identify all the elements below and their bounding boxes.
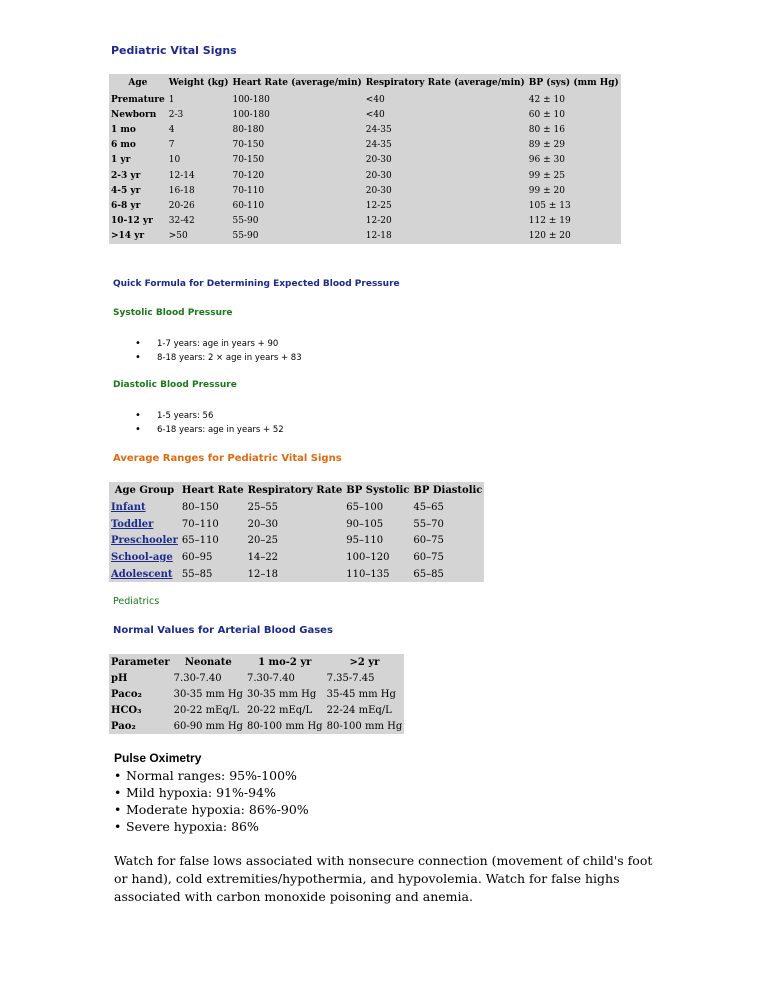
table-cell: 20-30 bbox=[365, 170, 392, 181]
table-cell: 80-100 mm Hg bbox=[246, 720, 323, 732]
table-cell: 7.30-7.40 bbox=[246, 672, 295, 684]
table-cell: 24-35 bbox=[365, 124, 392, 135]
table-cell: 90–105 bbox=[346, 518, 384, 530]
table-cell: 100-180 bbox=[232, 94, 270, 105]
list-item: • Severe hypoxia: 86% bbox=[114, 818, 309, 835]
column-header: Age bbox=[128, 78, 148, 88]
column-header: Age Group bbox=[114, 485, 175, 496]
table-header-row bbox=[109, 482, 484, 499]
table-cell: 70-150 bbox=[232, 155, 265, 166]
table-cell: 65–100 bbox=[346, 501, 384, 513]
vital-signs-title: Pediatric Vital Signs bbox=[111, 44, 237, 57]
table-row bbox=[109, 516, 484, 533]
table-row bbox=[109, 532, 484, 549]
table-cell: 60–95 bbox=[181, 551, 213, 563]
table-row bbox=[109, 107, 621, 122]
row-label: Pao₂ bbox=[111, 720, 136, 732]
table-row bbox=[109, 702, 404, 718]
table-cell: 4 bbox=[168, 124, 175, 135]
list-item: • 6-18 years: age in years + 52 bbox=[135, 423, 284, 437]
column-header: Respiratory Rate bbox=[247, 485, 343, 496]
list-item: • Mild hypoxia: 91%-94% bbox=[114, 784, 309, 801]
table-row bbox=[109, 686, 404, 702]
table-cell: 25–55 bbox=[247, 501, 279, 513]
table-cell: 12-20 bbox=[365, 216, 392, 227]
row-label: 4-5 yr bbox=[111, 185, 141, 196]
table-cell: 20-22 mEq/L bbox=[246, 704, 313, 716]
column-header: BP (sys) (mm Hg) bbox=[528, 78, 619, 88]
table-cell: 96 ± 30 bbox=[528, 155, 565, 166]
table-cell: 20–30 bbox=[247, 518, 279, 530]
table-cell: 65–85 bbox=[413, 568, 444, 580]
list-item: • 8-18 years: 2 × age in years + 83 bbox=[135, 351, 302, 365]
column-header: Parameter bbox=[111, 656, 170, 668]
table-cell: 70–110 bbox=[181, 518, 219, 530]
table-cell: 30-35 mm Hg bbox=[246, 688, 317, 700]
table-cell: 20-26 bbox=[168, 200, 195, 211]
table-cell: 65–110 bbox=[181, 535, 219, 547]
pulse-oximetry-paragraph: Watch for false lows associated with nonsecure connection (movement of child's foot or hand), cold extremities/hypothermia, and hypovolemia. Watch for false highs associated with carbon monoxide poisoning and anemia. bbox=[114, 853, 653, 904]
table-cell: <40 bbox=[365, 94, 385, 105]
table-cell: 20-30 bbox=[365, 155, 392, 166]
table-cell: 24-35 bbox=[365, 140, 392, 151]
row-label: 1 yr bbox=[111, 155, 131, 166]
table-row bbox=[109, 183, 621, 198]
table-cell: 30-35 mm Hg bbox=[173, 688, 243, 700]
list-item: • Moderate hypoxia: 86%-90% bbox=[114, 801, 309, 818]
average-ranges-title: Average Ranges for Pediatric Vital Signs bbox=[113, 453, 342, 464]
column-header: BP Systolic bbox=[346, 485, 410, 496]
table-cell: 42 ± 10 bbox=[528, 94, 565, 105]
row-label: Paco₂ bbox=[111, 688, 142, 700]
table-cell: 80-180 bbox=[232, 124, 265, 135]
table-cell: 70-150 bbox=[232, 140, 265, 151]
table-cell: 20-22 mEq/L bbox=[173, 704, 239, 716]
table-cell: 80–150 bbox=[181, 501, 219, 513]
table-cell: 55-90 bbox=[232, 231, 259, 242]
pulse-oximetry-title: Pulse Oximetry bbox=[114, 751, 202, 765]
table-cell: 99 ± 20 bbox=[528, 185, 565, 196]
table-cell: 105 ± 13 bbox=[528, 200, 571, 211]
table-cell: 120 ± 20 bbox=[528, 231, 571, 242]
table-cell: 55–70 bbox=[413, 518, 444, 530]
diastolic-list bbox=[135, 409, 284, 437]
row-label: Adolescent bbox=[111, 568, 173, 580]
vital-signs-table bbox=[109, 74, 621, 244]
table-row bbox=[109, 566, 484, 583]
table-cell: 7 bbox=[168, 140, 175, 151]
table-row bbox=[109, 229, 621, 244]
table-cell: 110–135 bbox=[346, 568, 390, 580]
table-cell: 7.35-7.45 bbox=[326, 672, 375, 684]
table-cell: 12-25 bbox=[365, 200, 392, 211]
diastolic-title: Diastolic Blood Pressure bbox=[113, 380, 237, 390]
table-row bbox=[109, 153, 621, 168]
table-cell: 60 ± 10 bbox=[528, 109, 565, 120]
table-cell: 70-120 bbox=[232, 170, 265, 181]
table-cell: 12-14 bbox=[168, 170, 195, 181]
table-cell: 35-45 mm Hg bbox=[326, 688, 396, 700]
table-row bbox=[109, 138, 621, 153]
row-label: Toddler bbox=[111, 518, 154, 530]
column-header: Neonate bbox=[184, 656, 232, 668]
formula-title: Quick Formula for Determining Expected Blood Pressure bbox=[113, 279, 400, 289]
table-cell: >50 bbox=[168, 231, 188, 242]
average-ranges-table bbox=[109, 482, 484, 582]
table-cell: 10 bbox=[168, 155, 181, 166]
column-header: Heart Rate (average/min) bbox=[232, 78, 362, 88]
table-cell: 14–22 bbox=[247, 551, 279, 563]
table-row bbox=[109, 214, 621, 229]
table-cell: 22-24 mEq/L bbox=[326, 704, 392, 716]
pulse-oximetry-list bbox=[114, 767, 309, 835]
table-cell: 20-30 bbox=[365, 185, 392, 196]
list-item: • Normal ranges: 95%-100% bbox=[114, 767, 309, 784]
row-label: 6-8 yr bbox=[111, 200, 141, 211]
row-label: Preschooler bbox=[111, 535, 178, 547]
column-header: BP Diastolic bbox=[413, 485, 483, 496]
table-row bbox=[109, 499, 484, 516]
table-cell: 32-42 bbox=[168, 216, 195, 227]
row-label: Infant bbox=[111, 501, 146, 513]
row-label: Newborn bbox=[111, 109, 157, 120]
column-header: >2 yr bbox=[349, 656, 380, 668]
table-cell: 16-18 bbox=[168, 185, 195, 196]
table-cell: 55-90 bbox=[232, 216, 259, 227]
table-cell: 55–85 bbox=[181, 568, 213, 580]
column-header: 1 mo-2 yr bbox=[258, 656, 312, 668]
row-label: pH bbox=[111, 672, 128, 684]
blood-gases-title: Normal Values for Arterial Blood Gases bbox=[113, 625, 333, 636]
table-row bbox=[109, 549, 484, 566]
table-cell: 100-180 bbox=[232, 109, 270, 120]
table-header-row bbox=[109, 74, 621, 92]
table-cell: 80 ± 16 bbox=[528, 124, 565, 135]
table-header-row bbox=[109, 654, 404, 670]
table-cell: 2-3 bbox=[168, 109, 184, 120]
row-label: 6 mo bbox=[111, 140, 136, 151]
table-row bbox=[109, 670, 404, 686]
table-cell: 60–75 bbox=[413, 551, 444, 563]
table-cell: 12–18 bbox=[247, 568, 279, 580]
column-header: Respiratory Rate (average/min) bbox=[365, 78, 525, 88]
table-row bbox=[109, 718, 404, 734]
row-label: >14 yr bbox=[111, 231, 145, 242]
table-cell: 7.30-7.40 bbox=[173, 672, 222, 684]
row-label: HCO₃ bbox=[111, 704, 142, 716]
row-label: School-age bbox=[111, 551, 173, 563]
table-row bbox=[109, 122, 621, 137]
row-label: 2-3 yr bbox=[111, 170, 141, 181]
table-cell: 112 ± 19 bbox=[528, 216, 571, 227]
table-cell: 95–110 bbox=[346, 535, 384, 547]
table-cell: <40 bbox=[365, 109, 385, 120]
list-item: • 1-5 years: 56 bbox=[135, 409, 284, 423]
column-header: Heart Rate bbox=[181, 485, 244, 496]
table-row bbox=[109, 198, 621, 213]
row-label: 10-12 yr bbox=[111, 216, 153, 227]
table-cell: 60-110 bbox=[232, 200, 265, 211]
list-item: • 1-7 years: age in years + 90 bbox=[135, 337, 302, 351]
column-header: Weight (kg) bbox=[168, 78, 229, 88]
table-cell: 100–120 bbox=[346, 551, 390, 563]
table-cell: 70-110 bbox=[232, 185, 265, 196]
table-cell: 12-18 bbox=[365, 231, 392, 242]
table-cell: 20–25 bbox=[247, 535, 279, 547]
blood-gases-table bbox=[109, 654, 404, 734]
table-row bbox=[109, 168, 621, 183]
table-cell: 99 ± 25 bbox=[528, 170, 565, 181]
table-row bbox=[109, 92, 621, 107]
row-label: Premature bbox=[111, 94, 165, 105]
pediatrics-link[interactable]: Pediatrics bbox=[113, 596, 160, 607]
table-cell: 80-100 mm Hg bbox=[326, 720, 403, 732]
systolic-list bbox=[135, 337, 302, 365]
row-label: 1 mo bbox=[111, 124, 136, 135]
table-cell: 45–65 bbox=[413, 501, 444, 513]
systolic-title: Systolic Blood Pressure bbox=[113, 308, 233, 318]
table-cell: 89 ± 29 bbox=[528, 140, 565, 151]
table-cell: 1 bbox=[168, 94, 175, 105]
table-cell: 60-90 mm Hg bbox=[173, 720, 243, 732]
table-cell: 60–75 bbox=[413, 535, 444, 547]
